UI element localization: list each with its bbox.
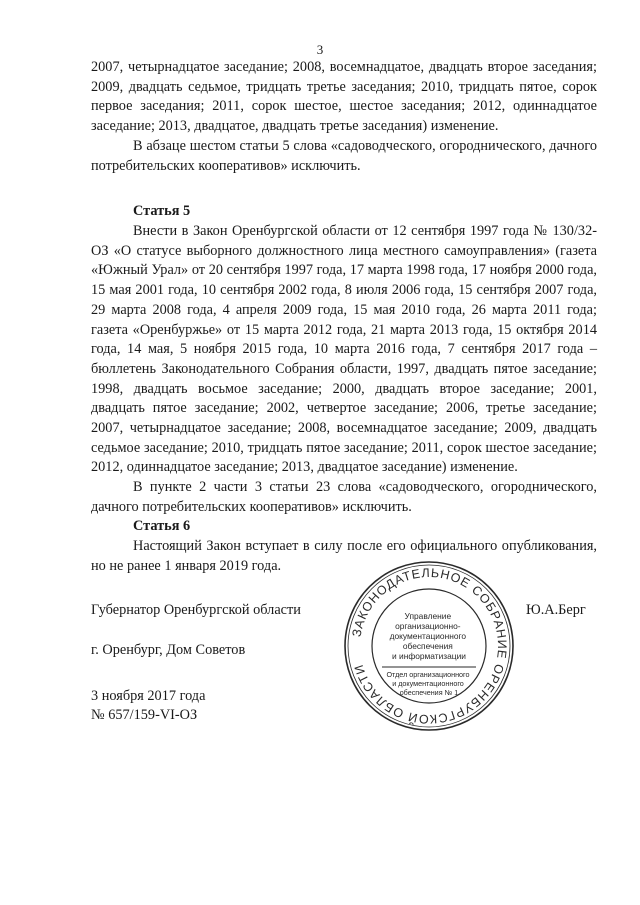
seal-inner-text: Управление организационно- документационного обеспечения и информатизации [389, 611, 467, 661]
article4-tail [91, 58, 597, 176]
article-6-heading: Статья 6 [133, 518, 191, 534]
signatory-name: Ю.А.Берг [526, 602, 586, 618]
article-5-heading: Статья 5 [133, 203, 191, 219]
article4-tail-paragraph-2: В абзаце шестом статьи 5 слова «садоводческого, огороднического, дачного потребительских кооперативов» исключить. [91, 137, 597, 174]
article5-body [91, 222, 597, 518]
official-seal [342, 559, 516, 733]
article4-tail-paragraph: 2007, четырнадцатое заседание; 2008, восемнадцатое, двадцать второе заседания; 2009, двадцать седьмое, тридцать третье заседания; 2010, тридцать пятое, сорок первое заседания; 2011, сорок шестое, шестое заседания; 2012, одиннадцатое заседание; 2013, двадцатое, двадцать третье заседания) изменение. [91, 59, 597, 135]
article5-paragraph-1: Внести в Закон Оренбургской области от 12 сентября 1997 года № 130/32-ОЗ «О статусе выборного должностного лица местного самоуправления» (газета «Южный Урал» от 20 сентября 1997 года, 17 марта 1998 года, 17 ноября 2000 года, 15 мая 2001 года, 10 сентября 2002 года, 8 июля 2006 года, 15 сентября 2007 года, 29 марта 2008 года, 4 апреля 2009 года, 15 мая 2010 года, 26 марта 2011 года; газета «Оренбуржье» от 15 марта 2012 года, 21 марта 2013 года, 15 октября 2014 года, 14 мая, 5 ноября 2015 года, 10 марта 2016 года, 7 сентября 2017 года – бюллетень Законодательного Собрания области, 1997, двадцать пятое заседание; 1998, двадцать восьмое заседание; 2000, двадцать второе заседание; 2001, двадцать пятое заседание; 2002, четвертое заседание; 2006, третье заседание; 2007, четырнадцатое заседание; 2008, восемнадцатое заседание; 2009, двадцать седьмое заседание; 2010, тридцать пятое заседание; 2011, сорок шестое заседание; 2012, одиннадцатое заседание; 2013, двадцатое заседание) изменение. [91, 223, 597, 476]
seal-dept-text: Отдел организационного и документационного обеспечения № 1 [386, 670, 470, 697]
governor-title: Губернатор Оренбургской области [91, 602, 301, 618]
law-number: № 657/159-VI-ОЗ [91, 707, 198, 723]
seal-graphic [342, 559, 516, 733]
article5-paragraph-2: В пункте 2 части 3 статьи 23 слова «садоводческого, огороднического, дачного потребительских кооперативов» исключить. [91, 479, 597, 515]
seal-outer-text: ЗАКОНОДАТЕЛЬНОЕ СОБРАНИЕ ОРЕНБУРГСКОЙ ОБЛАСТИ [349, 565, 510, 727]
page-number: 3 [316, 42, 324, 57]
law-date: 3 ноября 2017 года [91, 688, 206, 704]
signing-place: г. Оренбург, Дом Советов [91, 642, 246, 658]
article6-paragraph-1: Настоящий Закон вступает в силу после его официального опубликования, но не ранее 1 января 2019 года. [91, 538, 597, 574]
